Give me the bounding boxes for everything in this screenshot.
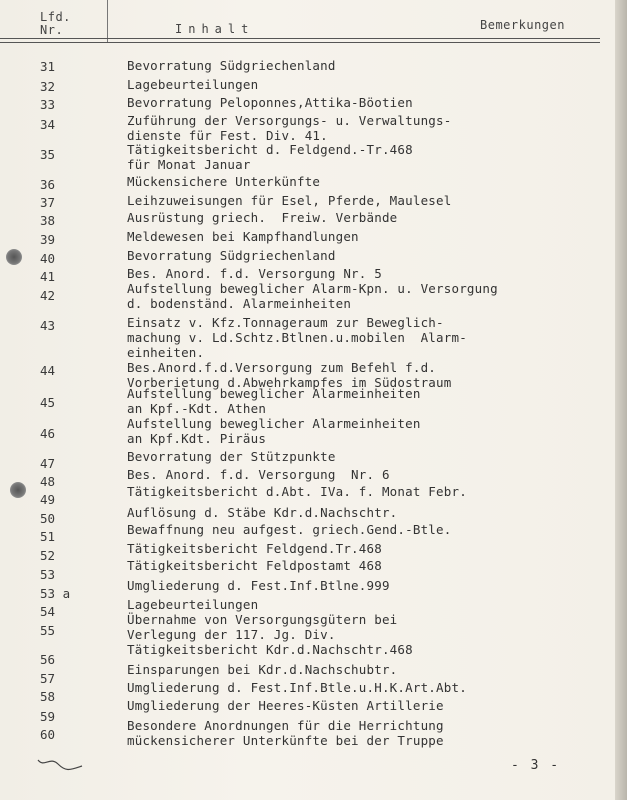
- entry-number: 51: [40, 529, 56, 544]
- entry-number: 37: [40, 195, 56, 210]
- entry-text: Einsatz v. Kfz.Tonnageraum zur Beweglich-: [127, 315, 444, 330]
- header-rule-bottom: [0, 42, 600, 43]
- entry-text: für Monat Januar: [127, 157, 251, 172]
- header-bemerkungen: Bemerkungen: [480, 18, 565, 32]
- entry-text: machung v. Ld.Schtz.Btlnen.u.mobilen Alarm-: [127, 330, 467, 345]
- handwritten-mark-icon: [36, 754, 84, 774]
- header-inhalt: Inhalt: [175, 22, 255, 36]
- entry-number: 39: [40, 232, 56, 247]
- punch-hole-lower: [10, 482, 26, 498]
- entry-text: an Kpf.Kdt. Piräus: [127, 431, 267, 446]
- entry-text: Umgliederung d. Fest.Inf.Btle.u.H.K.Art.Abt.: [127, 680, 467, 695]
- entry-text: Aufstellung beweglicher Alarmeinheiten: [127, 416, 421, 431]
- entry-text: Umgliederung d. Fest.Inf.Btlne.999: [127, 578, 390, 593]
- entry-number: 36: [40, 177, 56, 192]
- entry-text: Umgliederung der Heeres-Küsten Artillerie: [127, 698, 444, 713]
- entry-text: Lagebeurteilungen: [127, 597, 259, 612]
- entry-number: 59: [40, 709, 56, 724]
- entry-text: Bevorratung Südgriechenland: [127, 58, 336, 73]
- header-nr: Nr.: [40, 23, 64, 37]
- entry-number: 54: [40, 604, 56, 619]
- entry-text: Bevorratung Südgriechenland: [127, 248, 336, 263]
- entry-text: Aufstellung beweglicher Alarm-Kpn. u. Versorgung: [127, 281, 498, 296]
- entry-text: Bes. Anord. f.d. Versorgung Nr. 6: [127, 467, 390, 482]
- header-rule-top: [0, 38, 600, 39]
- entry-text: Auflösung d. Stäbe Kdr.d.Nachschtr.: [127, 505, 398, 520]
- entry-text: Besondere Anordnungen für die Herrichtung: [127, 718, 444, 733]
- entry-number: 32: [40, 79, 56, 94]
- entry-text: Leihzuweisungen für Esel, Pferde, Maulesel: [127, 193, 452, 208]
- entry-number: 44: [40, 363, 56, 378]
- entry-number: 42: [40, 288, 56, 303]
- entry-text: d. bodenständ. Alarmeinheiten: [127, 296, 352, 311]
- entry-text: Bes.Anord.f.d.Versorgung zum Befehl f.d.: [127, 360, 437, 375]
- entry-number: 45: [40, 395, 56, 410]
- entry-text: einheiten.: [127, 345, 205, 360]
- entry-number: 31: [40, 59, 56, 74]
- entry-number: 41: [40, 269, 56, 284]
- entry-text: Tätigkeitsbericht Feldpostamt 468: [127, 558, 382, 573]
- entry-number: 53 a: [40, 586, 71, 601]
- entry-number: 52: [40, 548, 56, 563]
- entry-text: Bes. Anord. f.d. Versorgung Nr. 5: [127, 266, 382, 281]
- header-column-divider: [107, 0, 108, 42]
- entry-text: Bevorratung der Stützpunkte: [127, 449, 336, 464]
- entry-number: 43: [40, 318, 56, 333]
- entry-text: Bevorratung Peloponnes,Attika-Böotien: [127, 95, 413, 110]
- page-number: - 3 -: [511, 758, 561, 773]
- entry-number: 40: [40, 251, 56, 266]
- punch-hole-upper: [6, 249, 22, 265]
- entry-text: Tätigkeitsbericht d.Abt. IVa. f. Monat Febr.: [127, 484, 467, 499]
- entry-number: 60: [40, 727, 56, 742]
- entry-text: Zuführung der Versorgungs- u. Verwaltungs-: [127, 113, 452, 128]
- entry-text: Mückensichere Unterkünfte: [127, 174, 321, 189]
- entry-text: an Kpf.-Kdt. Athen: [127, 401, 267, 416]
- entry-number: 53: [40, 567, 56, 582]
- entry-number: 46: [40, 426, 56, 441]
- entry-text: Übernahme von Versorgungsgütern bei: [127, 612, 398, 627]
- entry-text: dienste für Fest. Div. 41.: [127, 128, 328, 143]
- entry-text: mückensicherer Unterkünfte bei der Truppe: [127, 733, 444, 748]
- entry-number: 49: [40, 492, 56, 507]
- entry-text: Tätigkeitsbericht Feldgend.Tr.468: [127, 541, 382, 556]
- entry-number: 48: [40, 474, 56, 489]
- entry-number: 34: [40, 117, 56, 132]
- entry-text: Lagebeurteilungen: [127, 77, 259, 92]
- entry-number: 58: [40, 689, 56, 704]
- entry-text: Bewaffnung neu aufgest. griech.Gend.-Btle.: [127, 522, 452, 537]
- entry-text: Aufstellung beweglicher Alarmeinheiten: [127, 386, 421, 401]
- entry-text: Ausrüstung griech. Freiw. Verbände: [127, 210, 398, 225]
- entry-number: 55: [40, 623, 56, 638]
- entry-number: 57: [40, 671, 56, 686]
- header-lfd: Lfd.: [40, 10, 71, 24]
- entry-text: Vorberietung d.Abwehrkampfes im Südostraum: [127, 375, 452, 390]
- entry-text: Tätigkeitsbericht Kdr.d.Nachschtr.468: [127, 642, 413, 657]
- entry-text: Verlegung der 117. Jg. Div.: [127, 627, 336, 642]
- entry-number: 50: [40, 511, 56, 526]
- entry-text: Tätigkeitsbericht d. Feldgend.-Tr.468: [127, 142, 413, 157]
- entry-text: Einsparungen bei Kdr.d.Nachschubtr.: [127, 662, 398, 677]
- entry-number: 35: [40, 147, 56, 162]
- entry-number: 33: [40, 97, 56, 112]
- entry-text: Meldewesen bei Kampfhandlungen: [127, 229, 359, 244]
- page-edge-shadow: [615, 0, 627, 800]
- entry-number: 47: [40, 456, 56, 471]
- entry-number: 38: [40, 213, 56, 228]
- entry-number: 56: [40, 652, 56, 667]
